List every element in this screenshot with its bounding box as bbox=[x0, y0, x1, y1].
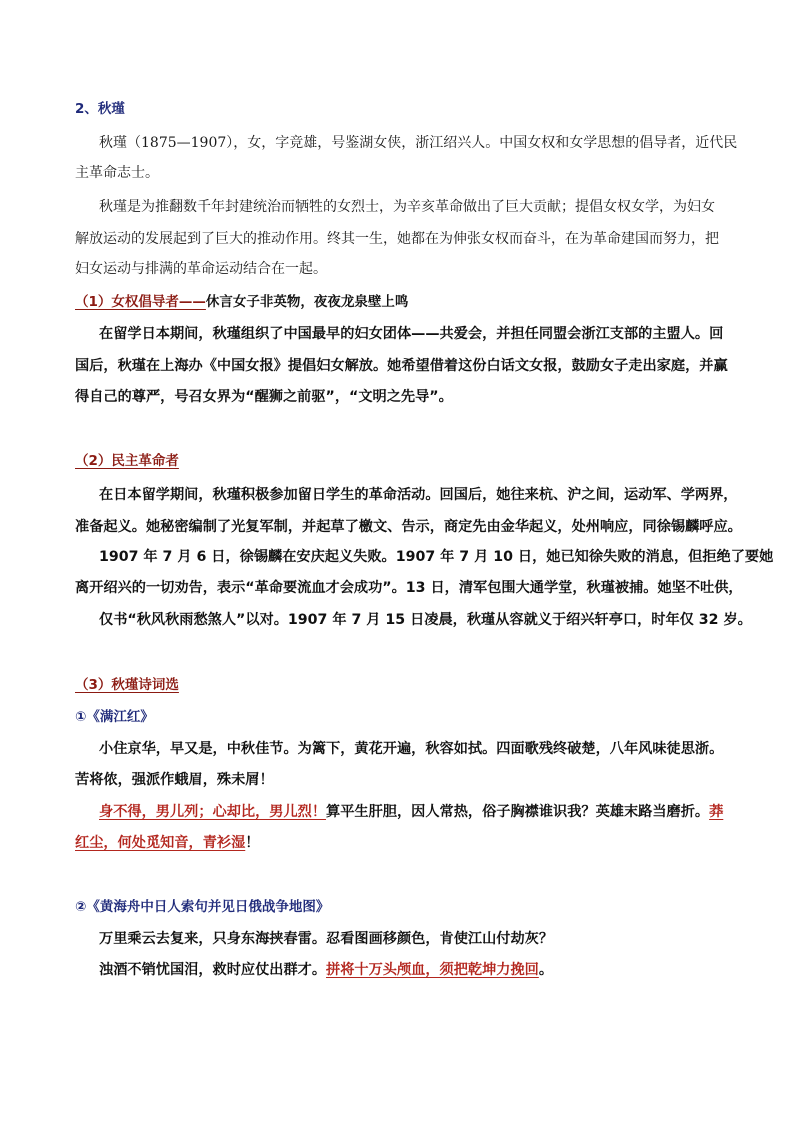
poem-2-highlight: 拼将十万头颅血，须把乾坤力挽回 bbox=[326, 962, 539, 978]
section-2-line-1: 在日本留学期间，秋瑾积极参加留日学生的革命活动。回国后，她往来杭、沪之间，运动军、学两界， bbox=[99, 487, 738, 503]
section-1-line-1: 在留学日本期间，秋瑾组织了中国最早的妇女团体——共爱会，并担任同盟会浙江支部的主盟人。回 bbox=[99, 326, 724, 342]
poem-2-line-2-end: 。 bbox=[538, 962, 554, 978]
intro-paragraph-1-line-2: 主革命志士。 bbox=[75, 165, 159, 181]
poem-1-highlight-2: 莽 bbox=[709, 804, 724, 820]
section-1-line-2: 国后，秋瑾在上海办《中国女报》提倡妇女解放。她希望借着这份白话文女报，鼓励女子走出家庭，并赢 bbox=[75, 358, 728, 374]
poem-1-highlight-3: 红尘，何处觅知音，青衫湿 bbox=[75, 835, 246, 851]
poem-1-line-4 bbox=[75, 833, 259, 853]
section-2-heading: （2）民主革命者 bbox=[75, 453, 179, 469]
poem-1-line-1: 小住京华，早又是，中秋佳节。为篱下，黄花开遍，秋容如拭。四面歌残终破楚，八年风味徒思浙。 bbox=[99, 741, 724, 757]
section-2-line-2: 准备起义。她秘密编制了光复军制，并起草了檄文、告示，商定先由金华起义，处州响应，同徐锡麟呼应。 bbox=[75, 519, 742, 535]
intro-paragraph-2-line-3: 妇女运动与排满的革命运动结合在一起。 bbox=[75, 261, 327, 277]
section-1-heading bbox=[75, 292, 408, 312]
section-3-heading: （3）秋瑾诗词选 bbox=[75, 677, 179, 693]
poem-1-highlight-1: 身不得，男儿列；心却比，男儿烈！ bbox=[99, 804, 327, 820]
section-1-line-3: 得自己的尊严，号召女界为“醒狮之前驱”，“文明之先导”。 bbox=[75, 389, 453, 405]
intro-paragraph-2-line-2: 解放运动的发展起到了巨大的推动作用。终其一生，她都在为伸张女权而奋斗，在为革命建国而努力，把 bbox=[75, 231, 719, 247]
section-1-heading-label: （1）女权倡导者—— bbox=[75, 294, 206, 310]
intro-paragraph-1-line-1: 秋瑾（1875—1907），女，字竞雄，号鉴湖女侠，浙江绍兴人。中国女权和女学思想的倡导者，近代民 bbox=[99, 135, 738, 151]
intro-paragraph-2-line-1: 秋瑾是为推翻数千年封建统治而牺牲的女烈士，为辛亥革命做出了巨大贡献；提倡女权女学，为妇女 bbox=[99, 199, 715, 215]
poem-1-title: ①《满江红》 bbox=[75, 709, 154, 725]
section-2-line-5: 仅书“秋风秋雨愁煞人”以对。1907 年 7 月 15 日凌晨，秋瑾从容就义于绍兴轩亭口，时年仅 32 岁。 bbox=[99, 612, 752, 628]
poem-1-line-3 bbox=[99, 802, 723, 822]
poem-1-line-4-end: ！ bbox=[245, 835, 260, 851]
poem-2-line-1: 万里乘云去复来，只身东海挟春雷。忍看图画移颜色，肯使江山付劫灰？ bbox=[99, 931, 554, 947]
section-2-line-4: 离开绍兴的一切劝告，表示“革命要流血才会成功”。13 日，清军包围大通学堂，秋瑾被捕。她坚不吐供， bbox=[75, 580, 743, 596]
section-title: 2、秋瑾 bbox=[75, 101, 125, 117]
poem-1-line-2: 苦将侬，强派作蛾眉，殊未屑！ bbox=[75, 772, 274, 788]
poem-2-line-2 bbox=[99, 960, 553, 980]
poem-1-line-3-text: 算平生肝胆，因人常热，俗子胸襟谁识我？英雄末路当磨折。 bbox=[326, 804, 710, 820]
poem-2-line-2-text: 浊酒不销忧国泪，救时应仗出群才。 bbox=[99, 962, 327, 978]
poem-2-title: ②《黄海舟中日人索句并见日俄战争地图》 bbox=[75, 899, 330, 915]
section-1-heading-quote: 休言女子非英物，夜夜龙泉壁上鸣 bbox=[205, 294, 409, 310]
section-2-line-3: 1907 年 7 月 6 日，徐锡麟在安庆起义失败。1907 年 7 月 10 日，她已知徐失败的消息，但拒绝了要她 bbox=[99, 549, 774, 565]
